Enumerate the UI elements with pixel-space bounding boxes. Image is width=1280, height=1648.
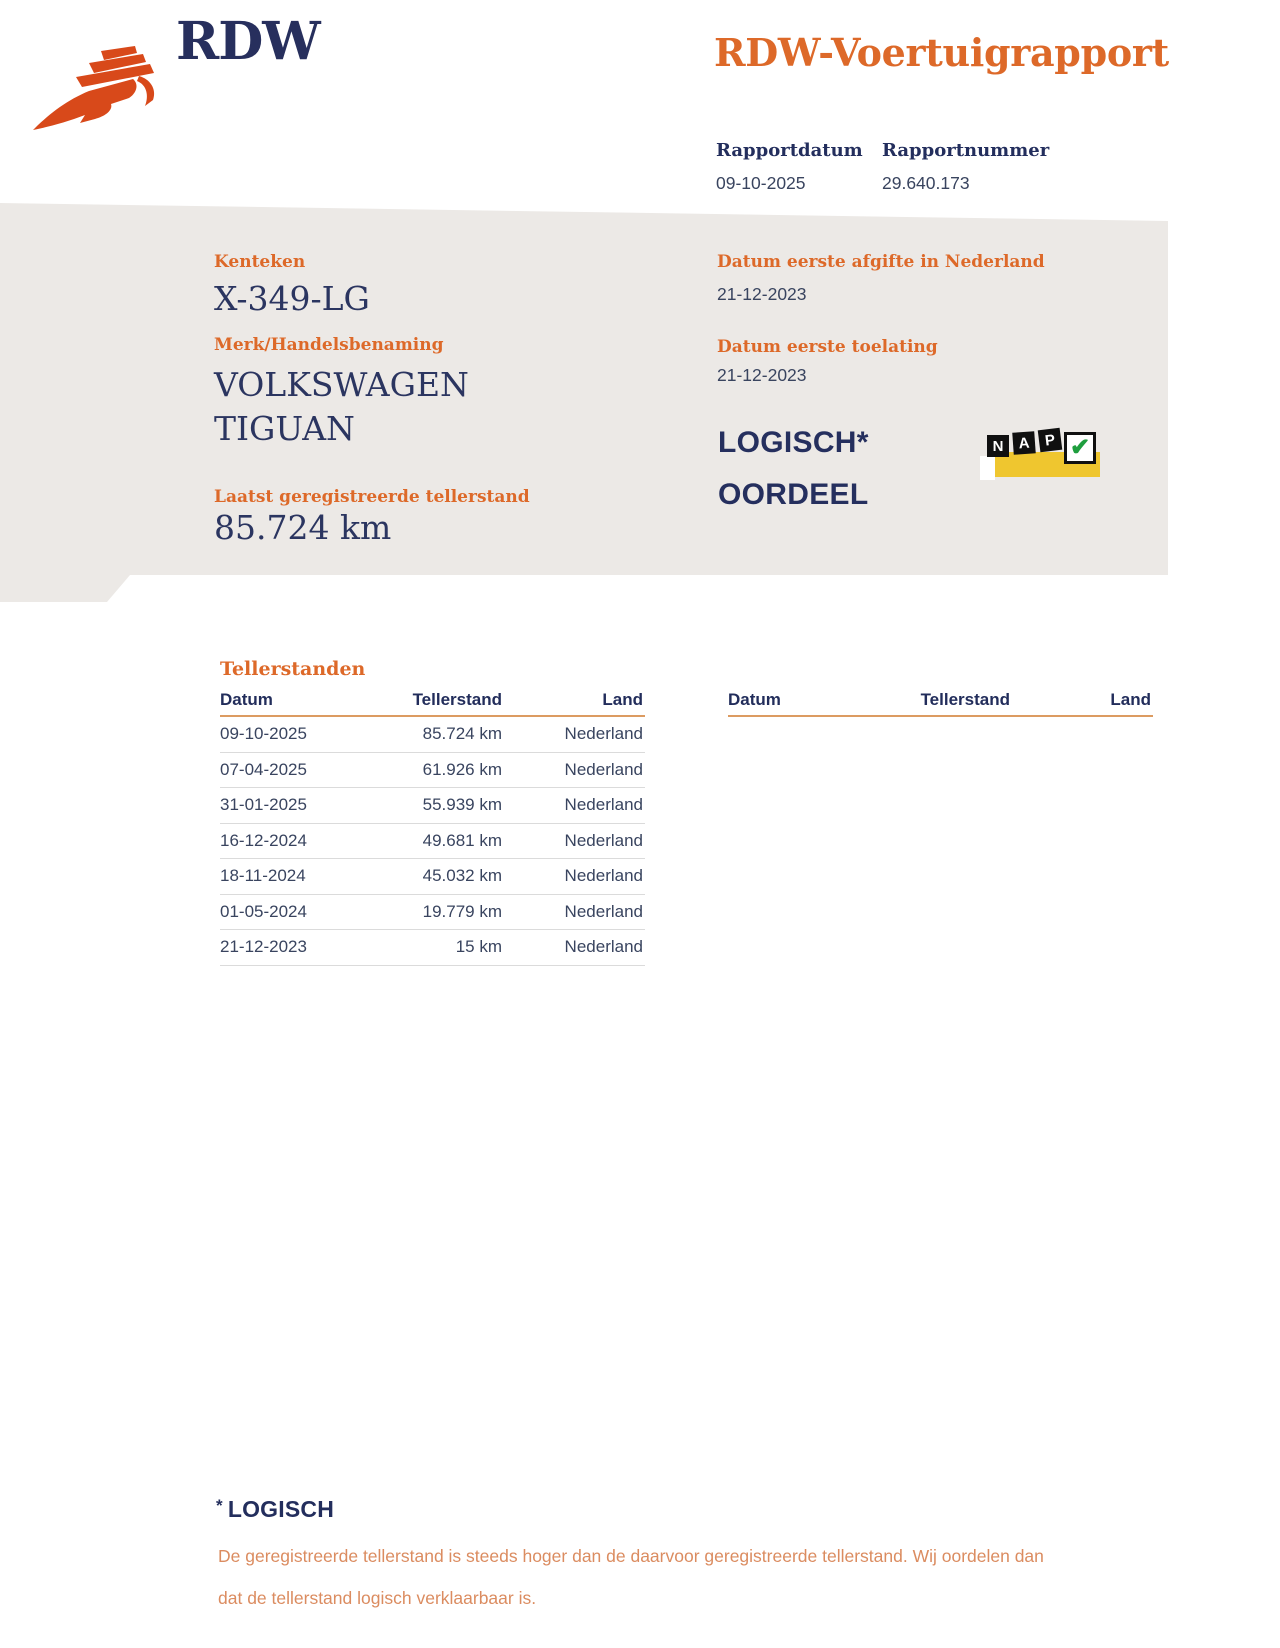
col-header-datum-2: Datum xyxy=(728,690,781,709)
nap-checkmark-icon: ✔ xyxy=(1064,432,1096,464)
tellerstanden-table xyxy=(220,690,645,966)
cell-tellerstand: 49.681 km xyxy=(422,830,502,850)
oordeel-line2: OORDEEL xyxy=(718,478,869,511)
col-header-datum: Datum xyxy=(220,690,273,709)
afgifte-label: Datum eerste afgifte in Nederland xyxy=(717,252,1045,272)
table-row xyxy=(220,824,645,860)
table-row xyxy=(220,895,645,931)
table-row xyxy=(220,788,645,824)
cell-datum: 07-04-2025 xyxy=(220,759,307,779)
footnote-text-line1: De geregistreerde tellerstand is steeds hoger dan de daarvoor geregistreerde tellerstand. Wij oordelen dan xyxy=(218,1546,1044,1566)
cell-land: Nederland xyxy=(564,830,643,850)
kenteken-value: X-349-LG xyxy=(214,279,370,318)
nap-letter-n: N xyxy=(987,435,1009,457)
brand-wordmark: RDW xyxy=(176,11,320,72)
nap-letter-p: P xyxy=(1038,428,1063,453)
nap-letter-a: A xyxy=(1012,431,1035,454)
report-number-value: 29.640.173 xyxy=(882,173,970,193)
col-header-land-2: Land xyxy=(1110,690,1151,709)
page-title: RDW-Voertuigrapport xyxy=(714,30,1169,75)
cell-datum: 18-11-2024 xyxy=(220,866,306,886)
cell-land: Nederland xyxy=(564,795,643,815)
table-row xyxy=(220,717,645,753)
tellerstanden-table-empty xyxy=(728,690,1153,717)
merk-value-line2: TIGUAN xyxy=(214,409,355,448)
footnote-text-line2: dat de tellerstand logisch verklaarbaar is. xyxy=(218,1588,537,1608)
cell-tellerstand: 15 km xyxy=(455,937,502,957)
tellerstanden-rows xyxy=(220,717,645,966)
cell-land: Nederland xyxy=(564,937,643,957)
toelating-value: 21-12-2023 xyxy=(717,365,807,385)
nap-white-chip xyxy=(980,456,995,480)
col-header-land: Land xyxy=(602,690,643,709)
table-header-row-2 xyxy=(728,690,1153,717)
oordeel-line1: LOGISCH* xyxy=(718,426,869,459)
cell-tellerstand: 19.779 km xyxy=(422,901,502,921)
footnote-title xyxy=(216,1496,334,1523)
afgifte-value: 21-12-2023 xyxy=(717,284,807,304)
table-row xyxy=(220,930,645,966)
cell-land: Nederland xyxy=(564,866,643,886)
kenteken-label: Kenteken xyxy=(214,252,306,272)
laatste-tellerstand-value: 85.724 km xyxy=(214,508,392,547)
cell-tellerstand: 55.939 km xyxy=(422,795,502,815)
table-header-row xyxy=(220,690,645,717)
cell-datum: 31-01-2025 xyxy=(220,795,307,815)
footnote-title-text: LOGISCH xyxy=(227,1496,335,1522)
col-header-tellerstand-2: Tellerstand xyxy=(920,690,1010,709)
tellerstanden-heading: Tellerstanden xyxy=(220,658,366,680)
merk-value-line1: VOLKSWAGEN xyxy=(214,365,469,404)
table-row xyxy=(220,753,645,789)
cell-land: Nederland xyxy=(564,901,643,921)
rdw-feather-logo-icon xyxy=(33,46,159,132)
cell-tellerstand: 61.926 km xyxy=(422,759,502,779)
cell-datum: 01-05-2024 xyxy=(220,901,307,921)
cell-land: Nederland xyxy=(564,724,643,744)
cell-tellerstand: 45.032 km xyxy=(422,866,502,886)
laatste-tellerstand-label: Laatst geregistreerde tellerstand xyxy=(214,487,530,507)
col-header-tellerstand: Tellerstand xyxy=(412,690,502,709)
nap-logo xyxy=(980,428,1105,482)
report-date-label: Rapportdatum xyxy=(716,140,863,161)
footnote-asterisk: * xyxy=(216,1496,223,1515)
table-row xyxy=(220,859,645,895)
report-date-value: 09-10-2025 xyxy=(716,173,806,193)
cell-datum: 09-10-2025 xyxy=(220,724,307,744)
report-number-label: Rapportnummer xyxy=(882,140,1050,161)
cell-land: Nederland xyxy=(564,759,643,779)
toelating-label: Datum eerste toelating xyxy=(717,337,938,357)
merk-label: Merk/Handelsbenaming xyxy=(214,335,444,355)
cell-datum: 21-12-2023 xyxy=(220,937,307,957)
cell-datum: 16-12-2024 xyxy=(220,830,307,850)
cell-tellerstand: 85.724 km xyxy=(422,724,502,744)
